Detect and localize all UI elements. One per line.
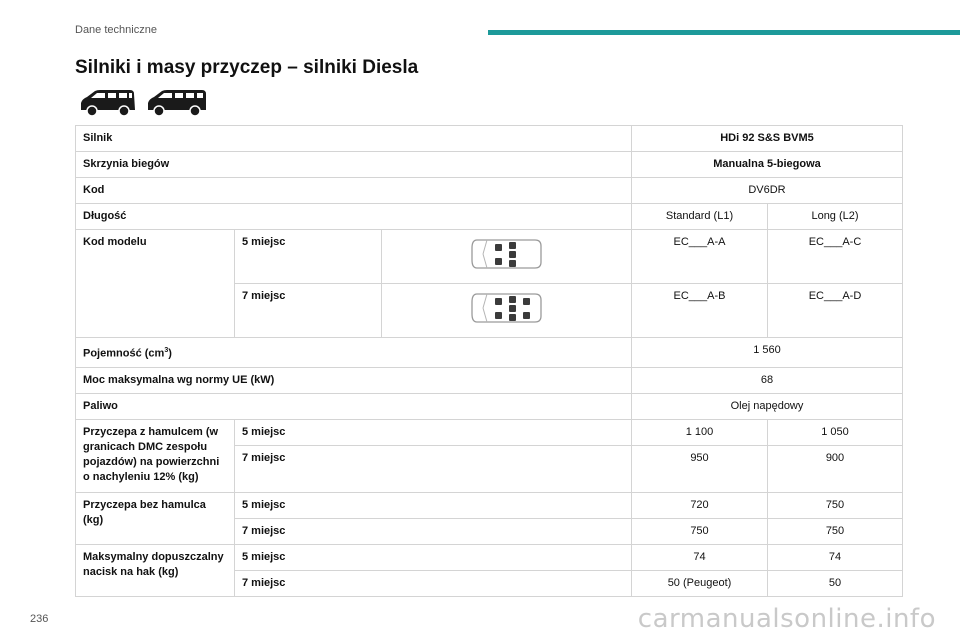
unbraked-7-l1: 750 (632, 518, 768, 544)
unbraked-5-l2: 750 (768, 492, 903, 518)
seat-layout-7-icon (469, 290, 545, 326)
van-l2-icon (147, 88, 207, 118)
page-title: Silniki i masy przyczep – silniki Diesla (75, 57, 419, 78)
length-standard: Standard (L1) (632, 204, 768, 230)
seat-layout-5-cell (382, 230, 632, 284)
nose-5-l2: 74 (768, 544, 903, 570)
code-value: DV6DR (632, 178, 903, 204)
table-row (76, 393, 903, 419)
header-accent-bar (488, 30, 960, 35)
nose-weight-label: Maksymalny dopuszczalny nacisk na hak (kg) (76, 544, 235, 596)
table-row (76, 492, 903, 518)
model-5-l2: EC___A-C (768, 230, 903, 284)
table-row (76, 419, 903, 445)
section-header: Dane techniczne (75, 24, 157, 36)
unbraked-5-seats-label: 5 miejsc (235, 492, 632, 518)
engine-label: Silnik (76, 126, 632, 152)
braked-trailer-label: Przyczepa z hamulcem (w granicach DMC zespołu pojazdów) na powierzchni o nachyleniu 12% (kg) (76, 419, 235, 492)
unbraked-5-l1: 720 (632, 492, 768, 518)
code-label: Kod (76, 178, 632, 204)
nose-5-seats-label: 5 miejsc (235, 544, 632, 570)
nose-5-l1: 74 (632, 544, 768, 570)
table-row (76, 178, 903, 204)
seats-5-label: 5 miejsc (235, 230, 382, 284)
watermark: carmanualsonline.info (637, 604, 936, 634)
braked-7-seats-label: 7 miejsc (235, 445, 632, 492)
nose-7-l1: 50 (Peugeot) (632, 570, 768, 596)
capacity-label: Pojemność $(cm^3)$ (76, 338, 632, 368)
model-code-label: Kod modelu (76, 230, 235, 338)
model-5-l1: EC___A-A (632, 230, 768, 284)
fuel-value: Olej napędowy (632, 393, 903, 419)
table-row (76, 544, 903, 570)
braked-7-l1: 950 (632, 445, 768, 492)
table-row (76, 204, 903, 230)
power-label: Moc maksymalna wg normy UE (kW) (76, 367, 632, 393)
page-number: 236 (30, 613, 49, 625)
seat-layout-5-icon (469, 236, 545, 272)
van-l1-icon (78, 88, 138, 118)
nose-7-seats-label: 7 miejsc (235, 570, 632, 596)
length-label: Długość (76, 204, 632, 230)
table-row (76, 152, 903, 178)
seats-7-label: 7 miejsc (235, 284, 382, 338)
nose-7-l2: 50 (768, 570, 903, 596)
gearbox-value: Manualna 5-biegowa (632, 152, 903, 178)
seat-layout-7-cell (382, 284, 632, 338)
braked-7-l2: 900 (768, 445, 903, 492)
fuel-label: Paliwo (76, 393, 632, 419)
engine-value: HDi 92 S&S BVM5 (632, 126, 903, 152)
power-value: 68 (632, 367, 903, 393)
length-long: Long (L2) (768, 204, 903, 230)
model-7-l2: EC___A-D (768, 284, 903, 338)
braked-5-seats-label: 5 miejsc (235, 419, 632, 445)
spec-table (75, 125, 903, 597)
braked-5-l1: 1 100 (632, 419, 768, 445)
unbraked-7-seats-label: 7 miejsc (235, 518, 632, 544)
table-row (76, 338, 903, 368)
table-row (76, 230, 903, 284)
unbraked-trailer-label: Przyczepa bez hamulca (kg) (76, 492, 235, 544)
braked-5-l2: 1 050 (768, 419, 903, 445)
table-row (76, 367, 903, 393)
unbraked-7-l2: 750 (768, 518, 903, 544)
table-row (76, 126, 903, 152)
model-7-l1: EC___A-B (632, 284, 768, 338)
gearbox-label: Skrzynia biegów (76, 152, 632, 178)
capacity-value: 1 560 (632, 338, 903, 368)
